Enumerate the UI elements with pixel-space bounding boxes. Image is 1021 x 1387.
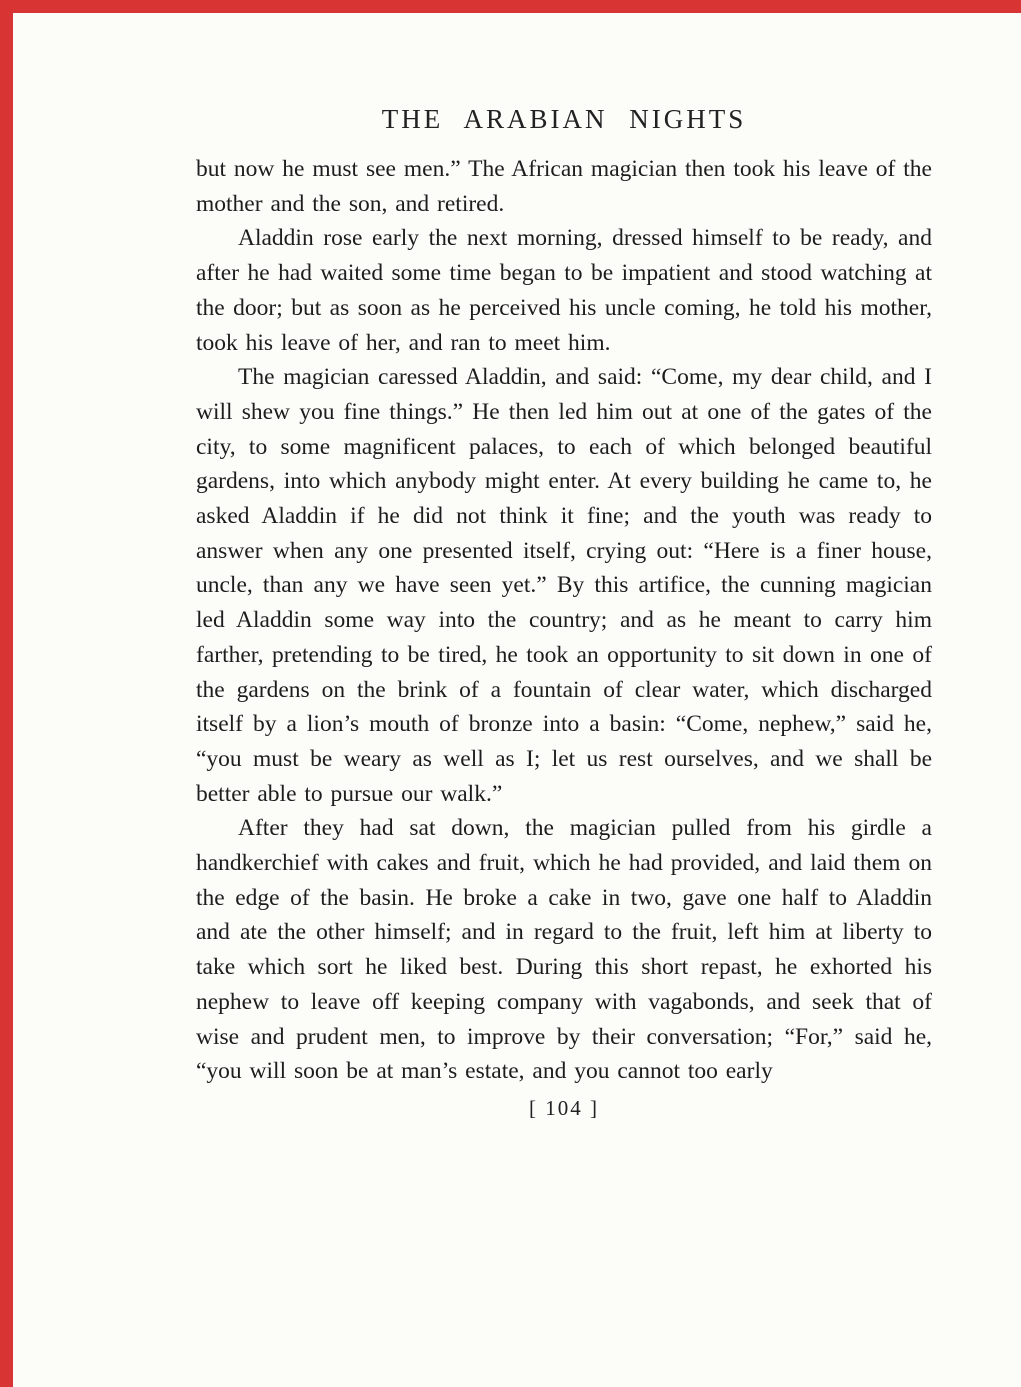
page-edge-top: [0, 0, 1021, 13]
paragraph: The magician caressed Aladdin, and said: “Come, my dear child, and I will shew you fine things.” He then led him out at one of the gates of the city, to some magnificent palaces, to each of which belonged beautiful gardens, into which anybody might enter. At every building he came to, he asked Aladdin if he did not think it fine; and the youth was ready to answer when any one presented itself, crying out: “Here is a finer house, uncle, than any we have seen yet.” By this artifice, the cunning magician led Aladdin some way into the country; and as he meant to carry him farther, pretending to be tired, he took an opportunity to sit down in one of the gardens on the brink of a fountain of clear water, which discharged itself by a lion’s mouth of bronze into a basin: “Come, nephew,” said he, “you must be weary as well as I; let us rest ourselves, and we shall be better able to pursue our walk.”: [196, 364, 932, 807]
body-text: [196, 152, 932, 1089]
paragraph: Aladdin rose early the next morning, dressed himself to be ready, and after he had waited some time began to be impatient and stood watching at the door; but as soon as he perceived his uncle coming, he told his mother, took his leave of her, and ran to meet him.: [196, 225, 932, 356]
paragraph: After they had sat down, the magician pulled from his girdle a handkerchief with cakes and fruit, which he had provided, and laid them on the edge of the basin. He broke a cake in two, gave one half to Aladdin and ate the other himself; and in regard to the fruit, left him at liberty to take which sort he liked best. During this short repast, he exhorted his nephew to leave off keeping company with vagabonds, and seek that of wise and prudent men, to improve by their conversation; “For,” said he, “you will soon be at man’s estate, and you cannot too early: [196, 815, 932, 1085]
paragraph: but now he must see men.” The African magician then took his leave of the mother and the son, and retired.: [196, 156, 932, 217]
page-edge-left: [0, 0, 13, 1387]
page-number: [ 104 ]: [529, 1095, 599, 1120]
page-content: [196, 104, 932, 1121]
running-title: THE ARABIAN NIGHTS: [381, 104, 747, 134]
